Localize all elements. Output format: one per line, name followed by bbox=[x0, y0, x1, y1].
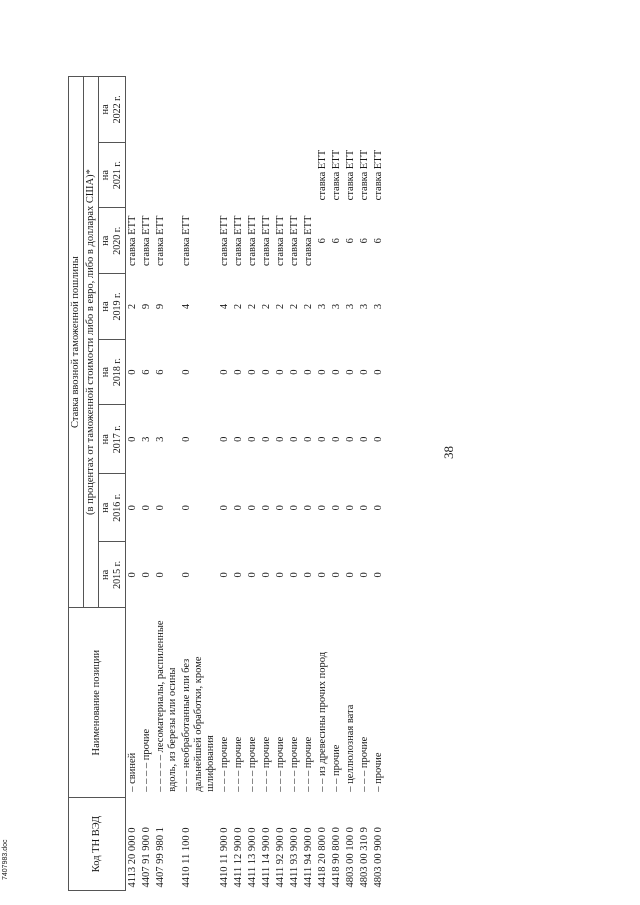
header-year-5 bbox=[99, 208, 126, 274]
header-year-label: 2021 г. bbox=[112, 161, 123, 190]
rate-cell: ставка ЕТТ bbox=[219, 215, 230, 267]
rate-cell: 0 bbox=[303, 369, 314, 375]
position-name: – – – прочие bbox=[289, 736, 300, 792]
position-name: – – из древесины прочих пород bbox=[317, 651, 328, 792]
rate-cell: ставка ЕТТ bbox=[331, 149, 342, 201]
rate-cell: 0 bbox=[155, 505, 166, 511]
header-year-prefix: на bbox=[100, 367, 111, 378]
rate-cell: 6 bbox=[331, 238, 342, 244]
rate-cell: 9 bbox=[155, 303, 166, 310]
header-year-3 bbox=[99, 339, 126, 405]
rate-cell: 2 bbox=[127, 303, 138, 310]
rate-cell: ставка ЕТТ bbox=[233, 215, 244, 267]
rate-cell: 0 bbox=[247, 505, 258, 511]
table-header bbox=[69, 77, 126, 891]
table-row bbox=[246, 77, 260, 891]
header-year-7 bbox=[99, 77, 126, 143]
rate-cell: 0 bbox=[261, 572, 272, 578]
rate-cell bbox=[372, 77, 386, 143]
tariff-table bbox=[68, 76, 386, 891]
rate-cell: 0 bbox=[317, 369, 328, 375]
rate-cell: 2 bbox=[275, 303, 286, 310]
rate-cell: 0 bbox=[181, 572, 192, 578]
rate-cell bbox=[126, 77, 141, 143]
tnved-code: 4113 20 000 0 bbox=[127, 827, 138, 888]
table-row bbox=[330, 77, 344, 891]
position-name: – – – прочие bbox=[275, 736, 286, 792]
table-row bbox=[358, 77, 372, 891]
rate-cell: 0 bbox=[219, 572, 230, 578]
header-year-label: 2015 г. bbox=[112, 560, 123, 589]
header-year-prefix: на bbox=[100, 569, 111, 580]
position-name: – – – прочие bbox=[219, 736, 230, 792]
tnved-code: 4418 20 800 0 bbox=[317, 827, 328, 888]
tnved-code: 4411 13 900 0 bbox=[247, 827, 258, 888]
position-name: – – – прочие bbox=[233, 736, 244, 792]
rate-cell: 3 bbox=[155, 436, 166, 442]
rate-cell bbox=[140, 142, 154, 208]
rate-cell bbox=[358, 77, 372, 143]
header-year-2 bbox=[99, 405, 126, 473]
header-code: Код ТН ВЭД bbox=[69, 798, 126, 891]
rate-cell: 0 bbox=[289, 369, 300, 375]
header-year-6 bbox=[99, 142, 126, 208]
rate-cell: 0 bbox=[289, 436, 300, 442]
rate-cell: 0 bbox=[345, 505, 356, 511]
rate-cell: 0 bbox=[219, 369, 230, 375]
table-row bbox=[232, 77, 246, 891]
table-row bbox=[154, 77, 180, 891]
rate-cell bbox=[302, 142, 316, 208]
position-name: – – – – – лесоматериалы, распиленные вдоль, из березы или осины bbox=[155, 620, 178, 792]
rate-cell: 0 bbox=[289, 505, 300, 511]
rate-cell: 6 bbox=[373, 238, 384, 244]
tnved-code: 4803 00 900 0 bbox=[373, 827, 384, 888]
header-year-label: 2020 г. bbox=[112, 226, 123, 255]
rate-cell: 0 bbox=[303, 505, 314, 511]
rate-cell: 6 bbox=[317, 238, 328, 244]
rate-cell: 0 bbox=[331, 505, 342, 511]
rate-cell: 6 bbox=[345, 238, 356, 244]
rate-cell: 0 bbox=[331, 436, 342, 442]
rate-cell: 0 bbox=[373, 436, 384, 442]
table-row bbox=[260, 77, 274, 891]
tnved-code: 4411 94 900 0 bbox=[303, 827, 314, 888]
rate-cell: 0 bbox=[275, 572, 286, 578]
position-name: – прочие bbox=[373, 752, 384, 792]
rate-cell: 0 bbox=[317, 505, 328, 511]
rate-cell bbox=[232, 142, 246, 208]
rate-cell bbox=[140, 77, 154, 143]
header-year-prefix: на bbox=[100, 434, 111, 445]
rate-cell: 0 bbox=[331, 572, 342, 578]
rate-cell: 0 bbox=[345, 369, 356, 375]
rate-cell: 4 bbox=[219, 303, 230, 310]
position-name: – целлюлозная вата bbox=[345, 704, 356, 792]
rate-cell: 6 bbox=[141, 369, 152, 375]
table-row bbox=[344, 77, 358, 891]
rate-cell bbox=[180, 77, 218, 143]
rate-cell: 0 bbox=[317, 572, 328, 578]
position-name: – свиней bbox=[127, 752, 138, 792]
rate-cell: 0 bbox=[261, 505, 272, 511]
header-year-0 bbox=[99, 542, 126, 608]
tnved-code: 4418 90 800 0 bbox=[331, 827, 342, 888]
rate-cell: ставка ЕТТ bbox=[275, 215, 286, 267]
rate-cell: 0 bbox=[219, 436, 230, 442]
table-body bbox=[126, 77, 387, 891]
rate-cell: 0 bbox=[317, 436, 328, 442]
header-rate-title: Ставка ввозной таможенной пошлины bbox=[69, 77, 84, 608]
rate-cell bbox=[154, 142, 180, 208]
rate-cell: 6 bbox=[155, 369, 166, 375]
position-name: – – – прочие bbox=[303, 736, 314, 792]
tnved-code: 4407 91 900 0 bbox=[141, 827, 152, 888]
rate-cell: ставка ЕТТ bbox=[127, 215, 138, 267]
rate-cell bbox=[260, 77, 274, 143]
rate-cell: 2 bbox=[261, 303, 272, 310]
rate-cell bbox=[288, 142, 302, 208]
rate-cell: 0 bbox=[275, 369, 286, 375]
rate-cell bbox=[232, 77, 246, 143]
rate-cell bbox=[260, 142, 274, 208]
rate-cell: 0 bbox=[155, 572, 166, 578]
position-name: – – прочие bbox=[331, 744, 342, 792]
rate-cell: 0 bbox=[359, 436, 370, 442]
rate-cell: ставка ЕТТ bbox=[261, 215, 272, 267]
rate-cell: 0 bbox=[127, 436, 138, 442]
rate-cell: 6 bbox=[359, 238, 370, 244]
table-row bbox=[126, 77, 141, 891]
rate-cell bbox=[274, 77, 288, 143]
rate-cell: ставка ЕТТ bbox=[303, 215, 314, 267]
rate-cell: 0 bbox=[275, 436, 286, 442]
rate-cell bbox=[288, 77, 302, 143]
rate-cell: 0 bbox=[247, 572, 258, 578]
header-year-prefix: на bbox=[100, 169, 111, 181]
table-row bbox=[302, 77, 316, 891]
position-name: – – – прочие bbox=[261, 736, 272, 792]
table-row bbox=[218, 77, 232, 891]
tnved-code: 4411 14 900 0 bbox=[261, 827, 272, 888]
rate-cell bbox=[218, 142, 232, 208]
table-row bbox=[288, 77, 302, 891]
rate-cell: ставка ЕТТ bbox=[155, 215, 166, 267]
header-year-4 bbox=[99, 274, 126, 340]
rate-cell: 0 bbox=[373, 369, 384, 375]
rate-cell: 0 bbox=[127, 505, 138, 511]
header-year-prefix: на bbox=[100, 104, 111, 115]
rate-cell: 0 bbox=[233, 572, 244, 578]
rate-cell: 3 bbox=[331, 303, 342, 310]
table-row bbox=[140, 77, 154, 891]
rate-cell: 0 bbox=[127, 572, 138, 578]
rate-cell bbox=[218, 77, 232, 143]
rate-cell bbox=[274, 142, 288, 208]
tnved-code: 4803 00 100 0 bbox=[345, 827, 356, 888]
document-footer: 7407983.doc bbox=[2, 839, 9, 880]
header-year-prefix: на bbox=[100, 235, 111, 246]
rate-cell: 2 bbox=[233, 303, 244, 310]
header-year-label: 2019 г. bbox=[112, 292, 123, 321]
position-name: – – – – прочие bbox=[141, 728, 152, 792]
rate-cell: 0 bbox=[233, 369, 244, 375]
rate-cell: 0 bbox=[233, 436, 244, 442]
rate-cell: 0 bbox=[359, 572, 370, 578]
rate-cell bbox=[316, 77, 330, 143]
header-year-label: 2022 г. bbox=[112, 95, 123, 124]
rate-cell bbox=[246, 77, 260, 143]
tnved-code: 4411 93 900 0 bbox=[289, 827, 300, 888]
table-row bbox=[316, 77, 330, 891]
rate-cell: 3 bbox=[359, 303, 370, 310]
table-row bbox=[372, 77, 386, 891]
header-year-prefix: на bbox=[100, 502, 111, 513]
rate-cell: ставка ЕТТ bbox=[317, 149, 328, 201]
rate-cell: ставка ЕТТ bbox=[345, 149, 356, 201]
rate-cell: ставка ЕТТ bbox=[247, 215, 258, 267]
tnved-code: 4411 92 900 0 bbox=[275, 827, 286, 888]
rate-cell: 3 bbox=[317, 303, 328, 310]
rate-cell: 0 bbox=[261, 369, 272, 375]
rate-cell: ставка ЕТТ bbox=[373, 149, 384, 201]
position-name: – – – прочие bbox=[359, 736, 370, 792]
page-number: 38 bbox=[441, 446, 456, 459]
header-year-1 bbox=[99, 473, 126, 541]
rate-cell: 0 bbox=[219, 505, 230, 511]
rate-cell bbox=[344, 77, 358, 143]
rate-cell: 2 bbox=[303, 303, 314, 310]
rate-cell: 0 bbox=[261, 436, 272, 442]
rate-cell: 0 bbox=[289, 572, 300, 578]
rate-cell: 0 bbox=[303, 436, 314, 442]
rate-cell: 0 bbox=[141, 572, 152, 578]
rate-cell: 0 bbox=[181, 369, 192, 375]
rate-cell: 0 bbox=[345, 436, 356, 442]
rate-cell bbox=[126, 142, 141, 208]
rate-cell: 3 bbox=[373, 303, 384, 310]
rate-cell: 0 bbox=[359, 505, 370, 511]
rate-cell: 4 bbox=[181, 303, 192, 310]
rate-cell: 0 bbox=[141, 505, 152, 511]
rate-cell: 9 bbox=[141, 303, 152, 310]
header-name: Наименование позиции bbox=[69, 608, 126, 798]
rate-cell: 2 bbox=[289, 303, 300, 310]
rate-cell: 0 bbox=[181, 505, 192, 511]
rate-cell: 0 bbox=[359, 369, 370, 375]
table-row bbox=[274, 77, 288, 891]
position-name: – – – прочие bbox=[247, 736, 258, 792]
rate-cell: 0 bbox=[275, 505, 286, 511]
rate-cell: 0 bbox=[373, 572, 384, 578]
tnved-code: 4410 11 900 0 bbox=[219, 827, 230, 888]
header-rate-subtitle: (в процентах от таможенной стоимости либо в евро, либо в долларах США)* bbox=[84, 77, 99, 608]
rate-cell: 2 bbox=[247, 303, 258, 310]
header-year-label: 2016 г. bbox=[112, 493, 123, 522]
rate-cell bbox=[154, 77, 180, 143]
rate-cell: 0 bbox=[345, 572, 356, 578]
tnved-code: 4411 12 900 0 bbox=[233, 827, 244, 888]
table-row bbox=[180, 77, 218, 891]
rate-cell: 0 bbox=[233, 505, 244, 511]
tnved-code: 4407 99 980 1 bbox=[155, 827, 166, 888]
rate-cell: 0 bbox=[181, 436, 192, 442]
rate-cell: ставка ЕТТ bbox=[289, 215, 300, 267]
header-year-label: 2017 г. bbox=[112, 425, 123, 454]
rate-cell: 0 bbox=[247, 369, 258, 375]
rate-cell: ставка ЕТТ bbox=[359, 149, 370, 201]
position-name: – – – необработанные или без дальнейшей обработки, кроме шлифования bbox=[181, 656, 216, 792]
rate-cell: 3 bbox=[345, 303, 356, 310]
header-year-prefix: на bbox=[100, 301, 111, 312]
tnved-code: 4803 00 310 9 bbox=[359, 827, 370, 888]
rate-cell: 0 bbox=[247, 436, 258, 442]
rate-cell bbox=[180, 142, 218, 208]
rate-cell: 0 bbox=[331, 369, 342, 375]
rate-cell: 3 bbox=[141, 436, 152, 442]
rate-cell: 0 bbox=[373, 505, 384, 511]
rate-cell bbox=[246, 142, 260, 208]
rate-cell: ставка ЕТТ bbox=[181, 215, 192, 267]
rate-cell bbox=[302, 77, 316, 143]
rate-cell: 0 bbox=[127, 369, 138, 375]
tnved-code: 4410 11 100 0 bbox=[181, 827, 192, 888]
header-year-label: 2018 г. bbox=[112, 358, 123, 387]
rate-cell bbox=[330, 77, 344, 143]
rate-cell: 0 bbox=[303, 572, 314, 578]
rate-cell: ставка ЕТТ bbox=[141, 215, 152, 267]
